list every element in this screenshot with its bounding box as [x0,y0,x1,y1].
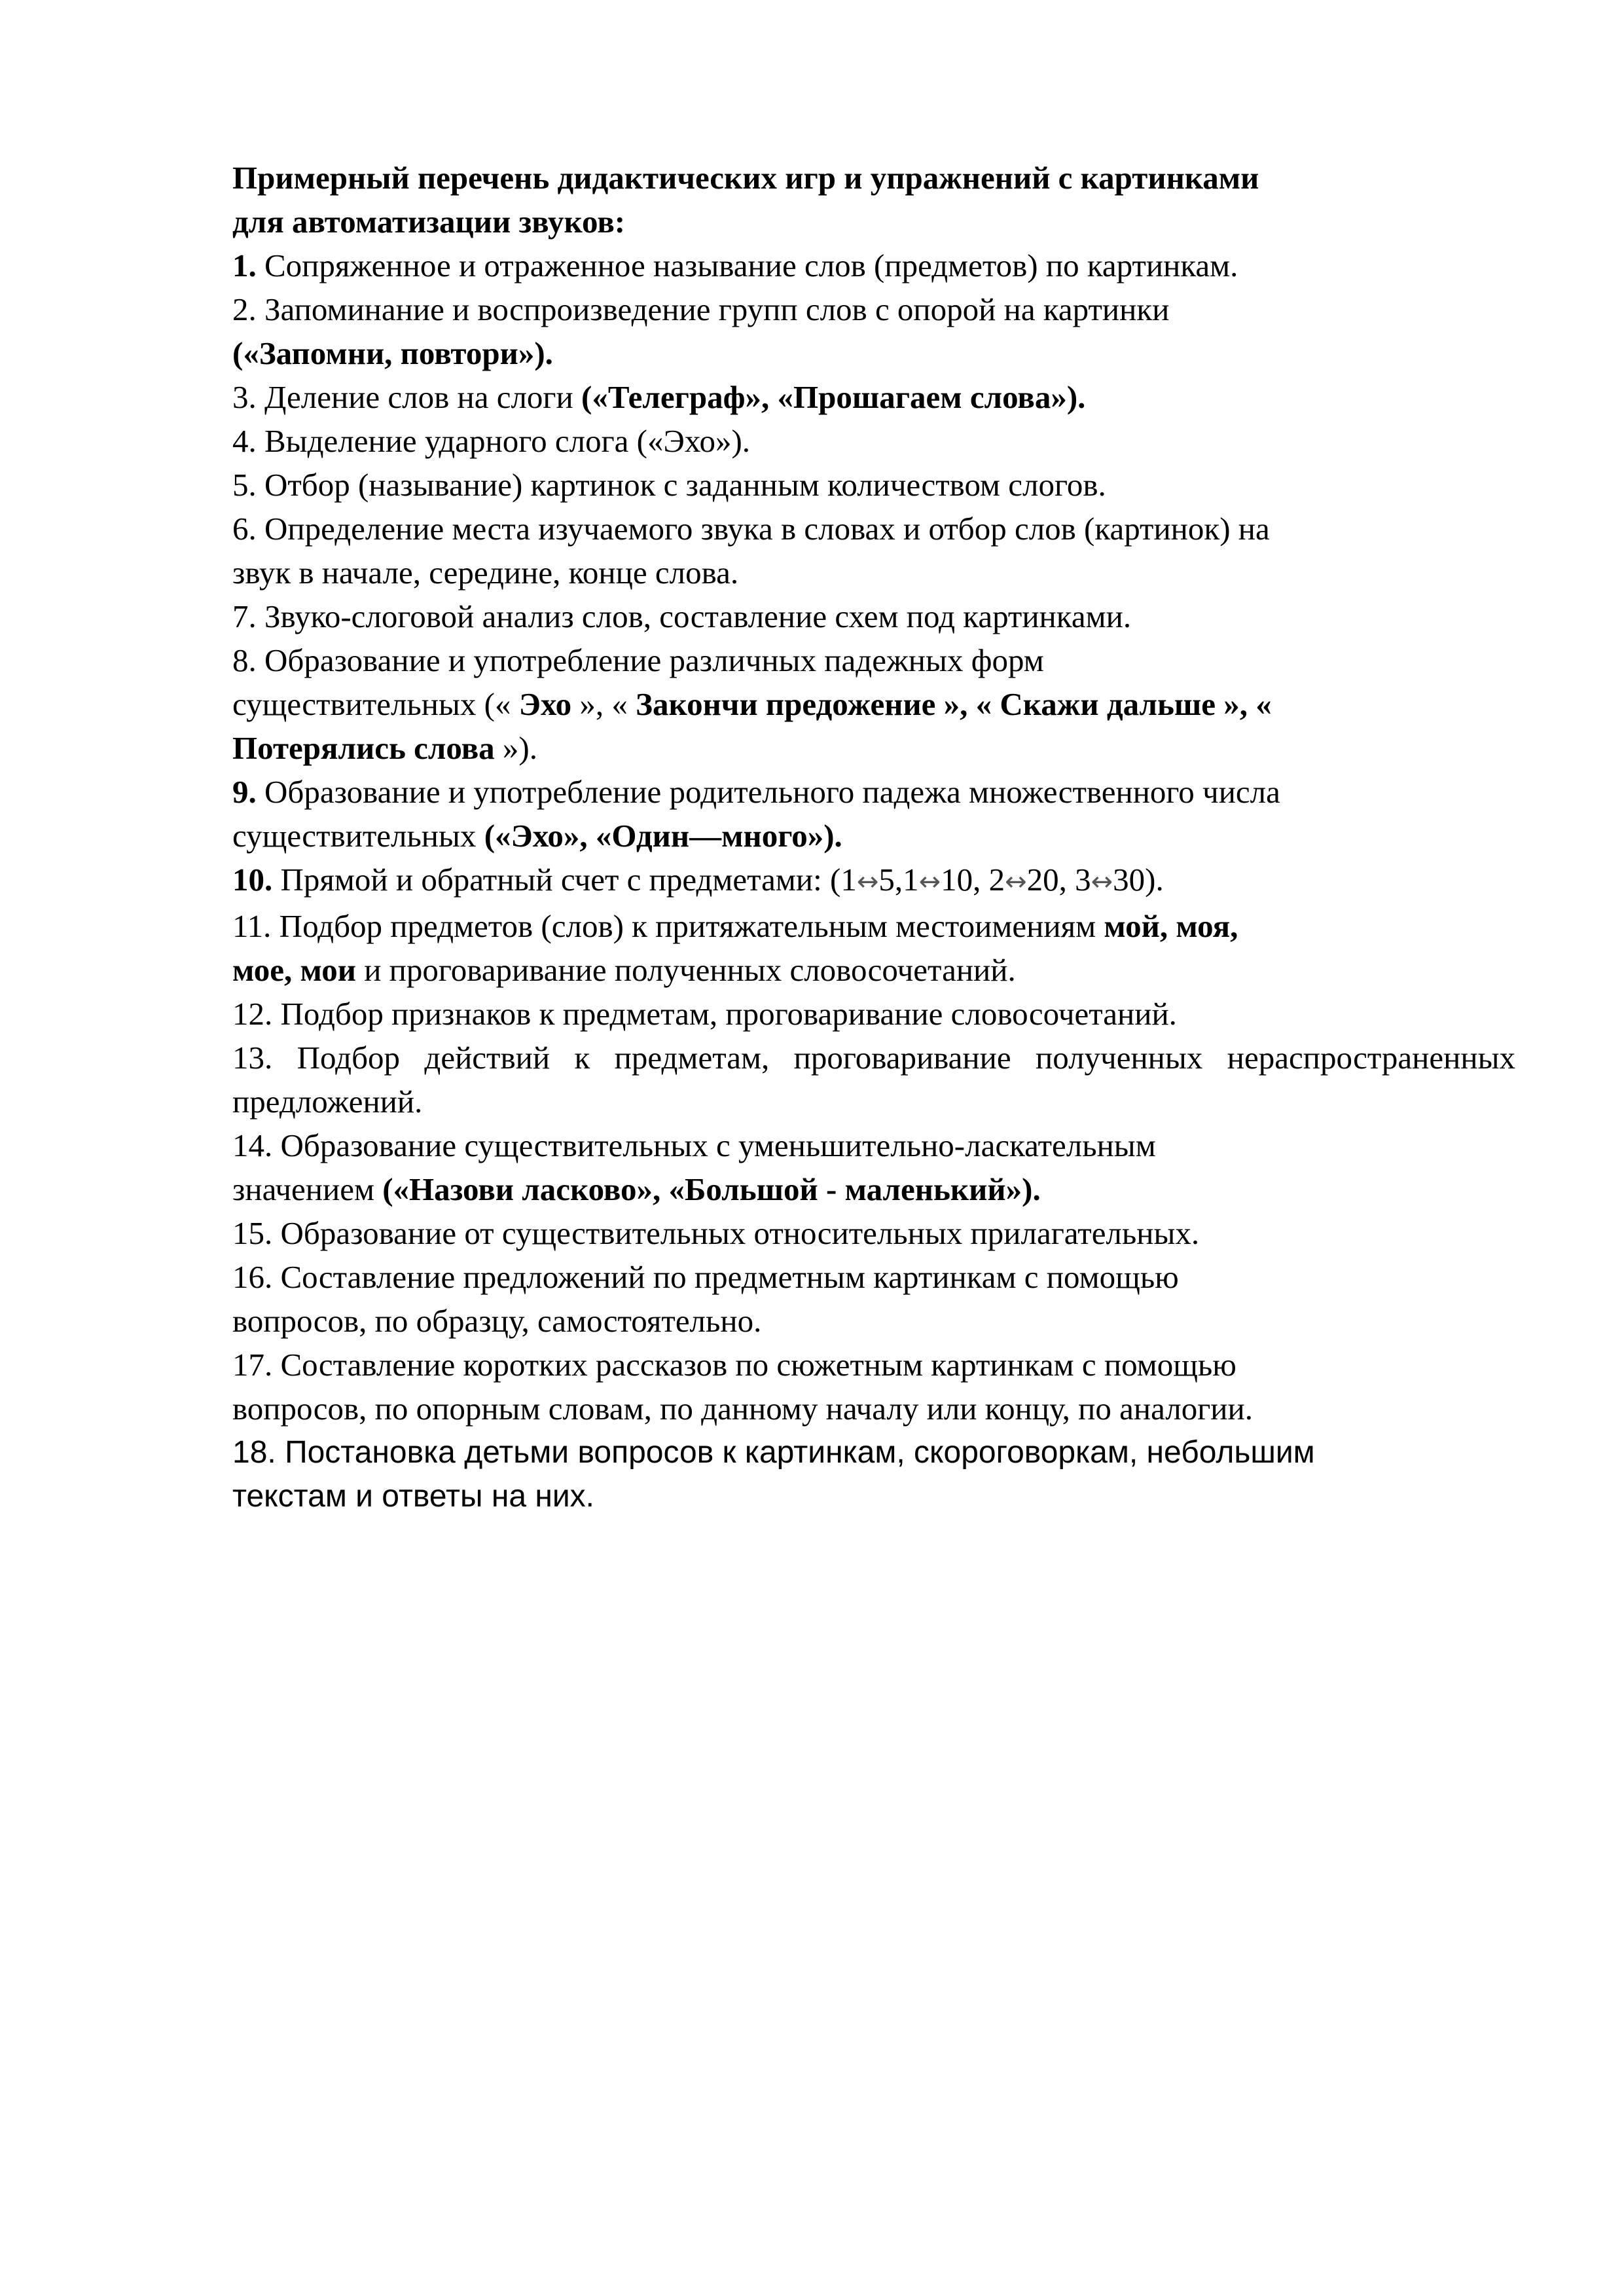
left-right-arrow-icon: ↔ [1091,867,1113,897]
item-number: 9. [232,774,257,810]
item-text-continued: нераспространенных предложений. [232,1040,1516,1120]
left-right-arrow-icon: ↔ [856,867,879,897]
item-text: 5. Отбор (называние) картинок с заданным количеством слогов. [232,467,1106,503]
item-text: 12. Подбор признаков к предметам, проговаривание словосочетаний. [232,996,1177,1032]
item-text: 11. Подбор предметов (слов) к притяжательным местоимениям [232,908,1104,944]
item-game-names: («Телеграф», «Прошагаем слова»). [581,379,1086,415]
item-text-continued: вопросов, по опорным словам, по данному началу или концу, по аналогии. [232,1391,1254,1427]
item-text: 2. Запоминание и воспроизведение групп слов с опорой на картинки [232,291,1170,327]
item-text: Прямой и обратный счет с предметами: (1 [272,862,857,898]
item-text: 6. Определение места изучаемого звука в словах и отбор слов (картинок) на [232,511,1270,547]
item-game-names: («Эхо», «Один—много»). [484,818,842,854]
item-number: 10. [232,862,273,898]
item-text-continued: звук в начале, середине, конце слова. [232,555,739,591]
item-game-names: Закончи предожение », « Скажи дальше », « [627,686,1272,722]
document-title [232,156,1515,244]
item-text: 14. Образование существительных с уменьшительно-ласкательным [232,1127,1156,1163]
item-number: 1. [232,247,257,283]
list-item-11 [232,904,1515,992]
item-text: Сопряженное и отраженное называние слов (предметов) по картинкам. [256,247,1238,283]
item-game-name-lost-words: Потерялись слова [232,730,495,766]
list-item-13 [232,1036,1515,1123]
item-game-names: («Назови ласково», «Большой - маленький»). [382,1171,1041,1207]
list-item-1 [232,244,1515,287]
list-item-4 [232,419,1515,463]
item-text-continued: текстам и ответы на них. [232,1479,595,1514]
item-text: 17. Составление коротких рассказов по сюжетным картинкам с помощью [232,1347,1236,1383]
item-text: 4. Выделение ударного слога («Эхо»). [232,423,751,459]
item-closing: »). [494,730,537,766]
item-separator: », « [579,686,628,722]
item-text: 16. Составление предложений по предметным картинкам с помощью [232,1259,1179,1295]
item-text: 10, 2 [941,862,1005,898]
item-text: 30). [1113,862,1164,898]
document-page [232,156,1515,1518]
list-item-6 [232,507,1515,594]
title-line-1: Примерный перечень дидактических игр и упражнений с картинками [232,160,1259,196]
list-item-2 [232,287,1515,375]
list-item-10 [232,858,1515,904]
item-game-name-echo: Эхо [511,686,580,722]
list-item-12 [232,992,1515,1036]
list-item-3 [232,375,1515,419]
list-item-15 [232,1211,1515,1255]
item-text: 8. Образование и употребление различных падежных форм [232,642,1044,678]
item-text: 3. Деление слов на слоги [232,379,581,415]
left-right-arrow-icon: ↔ [1005,867,1027,897]
item-text: 20, 3 [1026,862,1091,898]
list-item-16 [232,1255,1515,1343]
title-line-2: для автоматизации звуков: [232,204,626,240]
list-item-8 [232,638,1515,770]
list-item-5 [232,463,1515,507]
list-item-14 [232,1123,1515,1211]
left-right-arrow-icon: ↔ [918,867,941,897]
item-text-continued: существительных [232,818,484,854]
item-text: 15. Образование от существительных относительных прилагательных. [232,1215,1200,1251]
list-item-17 [232,1343,1515,1430]
item-game-names: («Запомни, повтори»). [232,335,553,371]
item-text-continued: и проговаривание полученных словосочетаний. [355,952,1016,988]
item-text: 5,1 [878,862,919,898]
list-item-18 [232,1430,1515,1518]
list-item-9 [232,770,1515,858]
item-text: 13. Подбор действий к предметам, проговаривание полученных [232,1040,1203,1076]
item-pronouns-continued: мое, мои [232,952,356,988]
item-text-continued: существительных (« [232,686,511,722]
item-text-continued: значением [232,1171,383,1207]
item-pronouns: мой, моя, [1104,908,1238,944]
item-text: 18. Постановка детьми вопросов к картинкам, скороговоркам, небольшим [232,1435,1315,1470]
list-item-7 [232,594,1515,638]
item-text: 7. Звуко-слоговой анализ слов, составление схем под картинками. [232,598,1132,634]
item-text-continued: вопросов, по образцу, самостоятельно. [232,1303,762,1339]
item-text: Образование и употребление родительного падежа множественного числа [256,774,1280,810]
